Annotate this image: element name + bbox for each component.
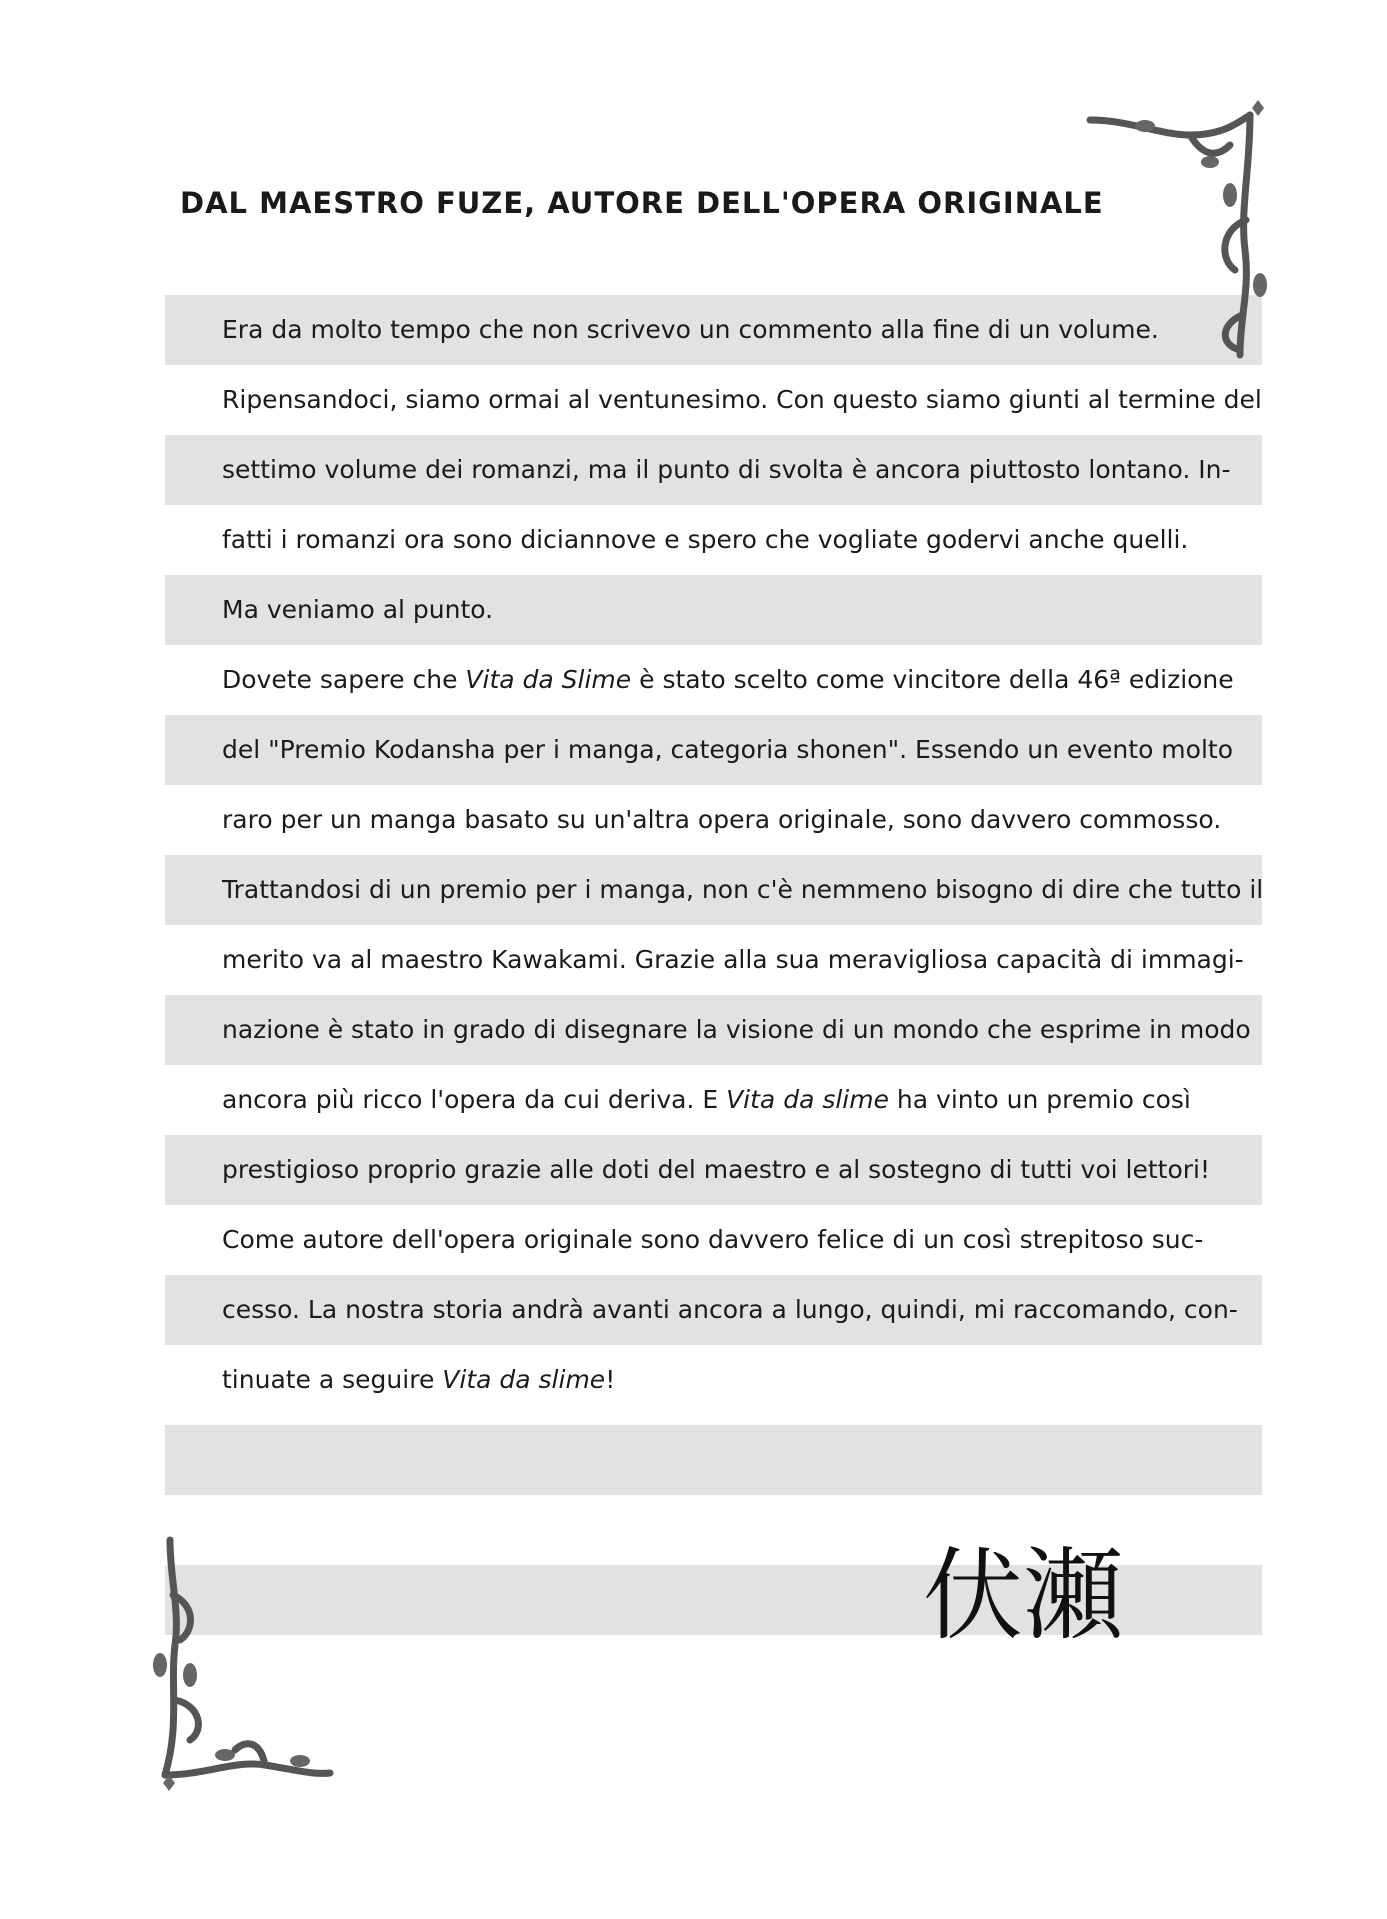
page-title: DAL MAESTRO FUZE, AUTORE DELL'OPERA ORIGINALE — [180, 186, 1104, 220]
corner-ornament-icon — [145, 1525, 345, 1795]
signature-text: 伏瀬 — [923, 1537, 1123, 1650]
line-text: raro per un manga basato su un'altra opera originale, sono davvero commosso. — [222, 805, 1222, 834]
line-text: è stato scelto come vincitore della 46ª edizione — [631, 665, 1234, 694]
text-line — [222, 453, 1231, 487]
text-line — [222, 1223, 1222, 1257]
text-line — [222, 1083, 1222, 1117]
italic-title-text: Vita da slime — [442, 1365, 606, 1394]
text-line — [222, 1013, 1251, 1047]
text-line — [222, 1293, 1238, 1327]
line-text: Ripensandoci, siamo ormai al ventunesimo. Con questo siamo giunti al termine del — [222, 385, 1262, 414]
text-line — [222, 383, 1262, 417]
text-line — [222, 733, 1233, 767]
line-text: ancora più ricco l'opera da cui deriva. E — [222, 1085, 727, 1114]
line-text: Trattandosi di un premio per i manga, non c'è nemmeno bisogno di dire che tutto il — [222, 875, 1264, 904]
line-text: Come autore dell'opera originale sono davvero felice di un così strepitoso suc- — [222, 1225, 1204, 1254]
text-line — [222, 1153, 1222, 1187]
text-line — [222, 663, 1234, 697]
corner-ornament-icon — [1070, 100, 1270, 370]
line-text: merito va al maestro Kawakami. Grazie alla sua meravigliosa capacità di immagi- — [222, 945, 1244, 974]
text-line — [222, 523, 1222, 557]
text-line — [222, 1363, 1222, 1397]
italic-title-text: Vita da slime — [726, 1085, 889, 1114]
italic-title-text: Vita da Slime — [465, 665, 632, 694]
text-line — [222, 593, 1222, 627]
line-text: nazione è stato in grado di disegnare la visione di un mondo che esprime in modo — [222, 1015, 1251, 1044]
line-text: ha vinto un premio così — [888, 1085, 1191, 1114]
text-line — [222, 803, 1222, 837]
line-text: Dovete sapere che — [222, 665, 466, 694]
line-text: Ma veniamo al punto. — [222, 595, 494, 624]
line-text: Era da molto tempo che non scrivevo un commento alla fine di un volume. — [222, 315, 1159, 344]
text-line — [222, 873, 1264, 907]
line-text: ! — [605, 1365, 616, 1394]
line-text: prestigioso proprio grazie alle doti del maestro e al sostegno di tutti voi lettori! — [222, 1155, 1211, 1184]
stripe-band — [165, 1425, 1262, 1495]
text-line — [222, 943, 1244, 977]
line-text: fatti i romanzi ora sono diciannove e spero che vogliate godervi anche quelli. — [222, 525, 1189, 554]
line-text: settimo volume dei romanzi, ma il punto di svolta è ancora piuttosto lontano. In- — [222, 455, 1231, 484]
line-text: tinuate a seguire — [222, 1365, 443, 1394]
signature-icon — [915, 1535, 1180, 1650]
line-text: del "Premio Kodansha per i manga, categoria shonen". Essendo un evento molto — [222, 735, 1233, 764]
line-text: cesso. La nostra storia andrà avanti ancora a lungo, quindi, mi raccomando, con- — [222, 1295, 1238, 1324]
